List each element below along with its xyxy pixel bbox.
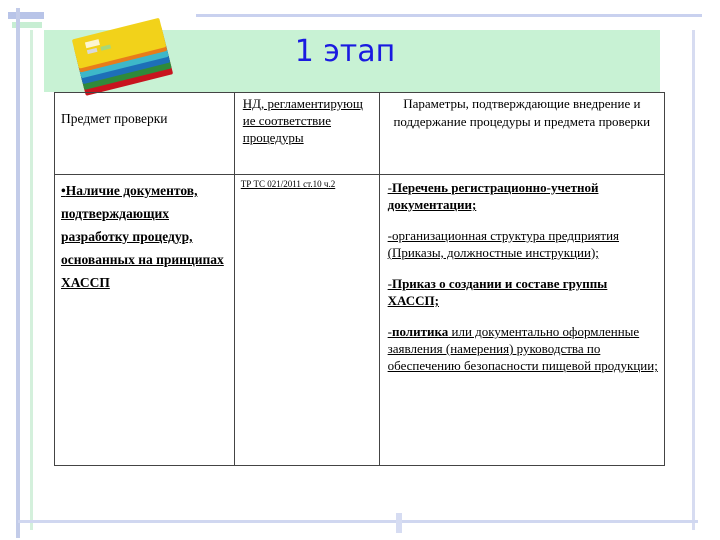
slide-title: 1 этап — [294, 34, 396, 69]
table-header-row — [55, 93, 665, 175]
param-item: -Перечень регистрационно-учетной документации; — [387, 180, 599, 212]
param-item: -Приказ о создании и составе группы ХАССП; — [387, 276, 608, 308]
cell-subject — [55, 175, 235, 466]
frame-top-line — [196, 14, 702, 17]
frame-left-line — [16, 8, 20, 538]
header-normative: НД, регламентирующ ие соответствие процедуры — [234, 93, 379, 175]
frame-accent-blue — [8, 12, 44, 19]
frame-right-line — [692, 30, 695, 530]
frame-left-inner-line — [30, 30, 33, 530]
cell-normative: ТР ТС 021/2011 ст.10 ч.2 — [234, 175, 379, 466]
param-item: -организационная структура предприятия (Приказы, должностные инструкции); — [387, 228, 620, 260]
table-row — [55, 175, 665, 466]
header-parameters: Параметры, подтверждающие внедрение и поддержание процедуры и предмета проверки — [379, 93, 664, 175]
verification-table — [54, 92, 665, 466]
param-item: -политика или документально оформленные заявления (намерения) руководства по обеспечению безопасности пищевой продукции; — [387, 324, 658, 373]
frame-bottom-line — [18, 520, 698, 523]
cell-parameters — [379, 175, 664, 466]
frame-bottom-mark — [396, 513, 402, 533]
folder-stack-icon — [70, 14, 175, 96]
bullet-icon: • — [61, 183, 66, 198]
header-subject: Предмет проверки — [55, 93, 235, 175]
subject-text: Наличие документов, подтверждающих разработку процедур, основанных на принципах ХАССП — [61, 183, 224, 290]
